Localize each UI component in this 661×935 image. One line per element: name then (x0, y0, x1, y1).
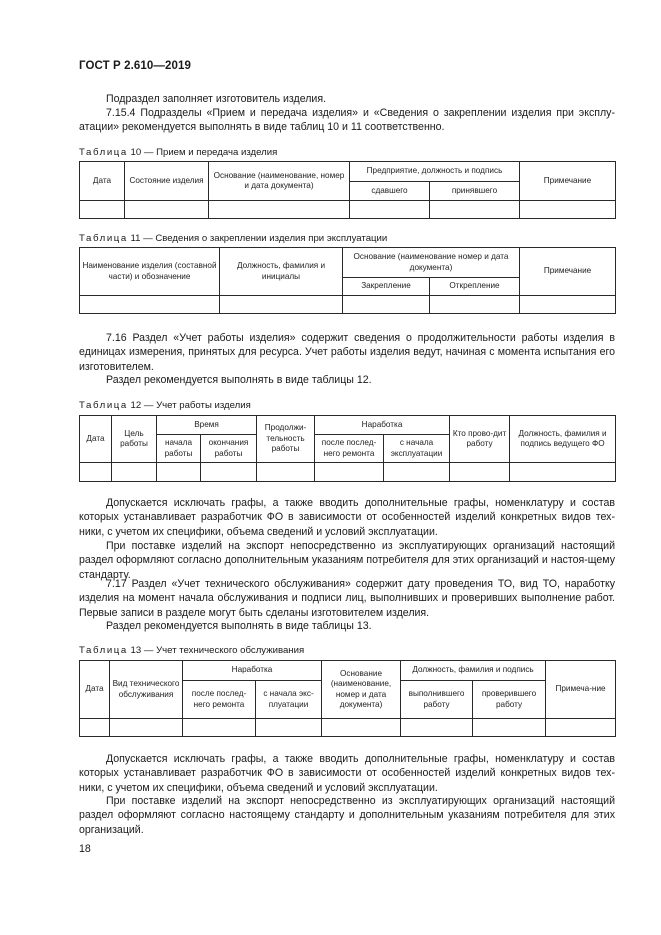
page-number: 18 (79, 843, 91, 855)
table-row (80, 463, 616, 482)
table-13-caption (79, 645, 304, 656)
t13-header-kind: Вид технического обслуживания (110, 661, 183, 719)
paragraph-9: Допускается исключать графы, а также вводить дополнительные графы, номенклатуру и состав которых устанавливает разработчик ФО в зависимости от особенностей изделий конкретных видов тех-ники, с учетом их специфики, объема сведений и условий эксплуатации. (79, 753, 615, 794)
t12-header-start: начала работы (157, 435, 201, 463)
paragraph-5: Допускается исключать графы, а также вводить дополнительные графы, номенклатуру и состав которых устанавливает разработчик ФО в зависимости от особенностей изделий конкретных видов тех-ники, с учетом их специфики, объема сведений и условий эксплуатации. (79, 497, 615, 538)
table-11-caption-title: 11 — Сведения о закреплении изделия при эксплуатации (127, 233, 388, 244)
paragraph-3: 7.16 Раздел «Учет работы изделия» содержит сведения о продолжительности работы изделия в единицах измерения, принятых для ресурса. Учет работы изделия ведут, начиная с момента испытания его изготовителем. (79, 332, 615, 373)
table-10-caption-title: 10 — Прием и передача изделия (127, 147, 278, 158)
t12-header-time: Время (157, 416, 257, 435)
t10-header-state: Состояние изделия (125, 162, 209, 201)
paragraph-6: При поставке изделий на экспорт непосредственно из эксплуатирующих организаций настоящий раздел оформляют согласно дополнительным указаниям потребителя для этих организаций и настоя-щему стандарту. (79, 540, 615, 581)
t13-header-sign: Должность, фамилия и подпись (401, 661, 546, 681)
t11-header-note: Примечание (520, 248, 616, 296)
t11-header-unfix: Открепление (430, 278, 520, 296)
paragraph-10: При поставке изделий на экспорт непосредственно из эксплуатирующих организаций настоящий раздел оформляют согласно настоящему стандарту и дополнительным указаниям потребителя для этих организаций. (79, 795, 615, 836)
t13-header-checked: проверившего работу (473, 681, 546, 719)
t10-header-gave: сдавшего (350, 182, 430, 201)
t13-header-since-start: с начала экс-плуатации (256, 681, 322, 719)
table-row (80, 201, 616, 219)
table-13-caption-word: Таблица (79, 645, 128, 656)
t12-header-since-start: с начала эксплуатации (384, 435, 450, 463)
t12-header-sign: Должность, фамилия и подпись ведущего ФО (510, 416, 616, 463)
table-13 (79, 660, 616, 737)
t11-header-basis: Основание (наименование номер и дата документа) (343, 248, 520, 278)
t13-header-hours: Наработка (183, 661, 322, 681)
table-12-caption (79, 400, 251, 411)
paragraph-7: 7.17 Раздел «Учет технического обслуживания» содержит дату проведения ТО, вид ТО, наработку изделия на момент начала обслуживания и подписи лиц, выполнивших и проверивших выполнение работ. Первые записи в разделе могут быть сделаны изготовителем изделия. (79, 578, 615, 619)
table-11-caption-word: Таблица (79, 233, 128, 244)
paragraph-8: Раздел рекомендуется выполнять в виде таблицы 13. (106, 620, 372, 632)
t13-header-after-repair: после послед-него ремонта (183, 681, 256, 719)
t13-header-date: Дата (80, 661, 110, 719)
paragraph-2: 7.15.4 Подразделы «Прием и передача изделия» и «Сведения о закреплении изделия при эксплу-атации» рекомендуется выполнять в виде таблиц 10 и 11 соответственно. (79, 107, 615, 134)
table-row (80, 719, 616, 737)
t12-header-who: Кто прово-дит работу (450, 416, 510, 463)
t10-header-note: Примечание (520, 162, 616, 201)
t10-header-date: Дата (80, 162, 125, 201)
table-13-caption-title: 13 — Учет технического обслуживания (127, 645, 305, 656)
t12-header-duration: Продолжи-тельность работы (257, 416, 315, 463)
paragraph-4: Раздел рекомендуется выполнять в виде таблицы 12. (106, 374, 372, 386)
t10-header-basis: Основание (наименование, номер и дата документа) (209, 162, 350, 201)
paragraph-1: Подраздел заполняет изготовитель изделия. (106, 93, 327, 105)
t10-header-took: принявшего (430, 182, 520, 201)
t11-header-name: Наименование изделия (составной части) и обозначение (80, 248, 220, 296)
t13-header-did: выполнившего работу (401, 681, 473, 719)
t11-header-post: Должность, фамилия и инициалы (220, 248, 343, 296)
table-11 (79, 247, 616, 314)
table-12 (79, 415, 616, 482)
table-10-caption-word: Таблица (79, 147, 128, 158)
table-11-caption (79, 233, 387, 244)
table-12-caption-word: Таблица (79, 400, 128, 411)
document-header: ГОСТ Р 2.610—2019 (79, 60, 191, 72)
table-10 (79, 161, 616, 219)
table-10-caption (79, 147, 277, 158)
t13-header-note: Примеча-ние (546, 661, 616, 719)
t11-header-fix: Закрепление (343, 278, 430, 296)
t12-header-hours: Наработка (315, 416, 450, 435)
t12-header-goal: Цель работы (112, 416, 157, 463)
t13-header-basis: Основание (наименование, номер и дата документа) (322, 661, 401, 719)
t12-header-end: окончания работы (201, 435, 257, 463)
table-12-caption-title: 12 — Учет работы изделия (127, 400, 251, 411)
t12-header-date: Дата (80, 416, 112, 463)
t12-header-after-repair: после послед-него ремонта (315, 435, 384, 463)
table-row (80, 296, 616, 314)
t10-header-org: Предприятие, должность и подпись (350, 162, 520, 182)
